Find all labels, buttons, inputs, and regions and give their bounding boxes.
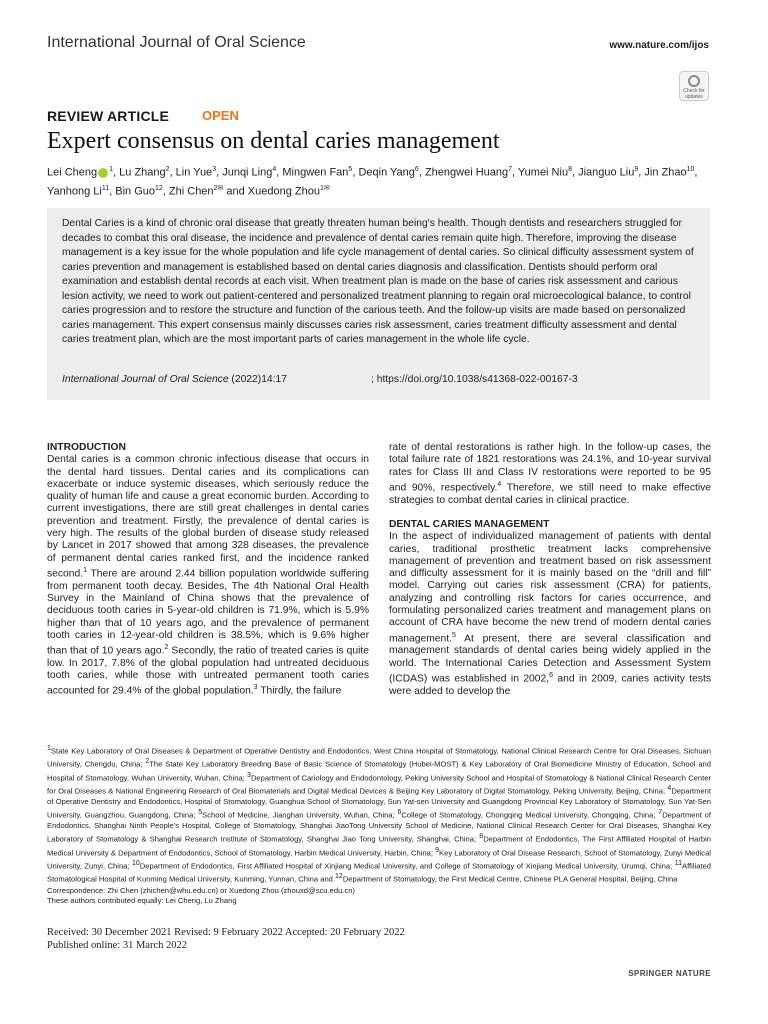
caries-management-heading: DENTAL CARIES MANAGEMENT xyxy=(389,518,550,530)
correspondence-text: Correspondence: Zhi Chen (zhichen@whu.edu.cn) or Xuedong Zhou (zhouxd@scu.edu.cn) xyxy=(47,885,355,895)
introduction-paragraph: Dental caries is a common chronic infectious disease that occurs in the dental hard tissues. Dental caries and its complications can exacerbate or induce systemic diseases, which seriously reduce the quality of human life and cause a great economic burden. According to current investigations, there are still great challenges in dental caries prevention and treatment. Firstly, the prevalence of dental caries is very high. The results of the global burden of disease study released by Lancet in 2017 showed that among 328 diseases, the prevalence of permanent dental caries ranked first, and the incidence ranked second.$^1$ There are around 2.44 billion population worldwide suffering from permanent tooth decay. Besides, The 4th National Oral Health Survey in the Mainland of China shows that the prevalence of deciduous tooth caries in 5-year-old children is 71.9%, which is 5.9% higher than that of 10 years ago, and the prevalence of permanent tooth caries in 12-year-old children is 38.5%, which is 9.6% higher than that of 10 years ago.$^2$ Secondly, the ratio of treated caries is quite low. In 2017, 7.8% of the global population had untreated deciduous tooth caries, while those with untreated permanent tooth caries accounted for 29.4% of the global population.$^3$ Thirdly, the failure xyxy=(47,454,370,697)
caries-management-paragraph: In the aspect of individualized management of patients with dental caries, traditional prosthetic treatment lacks comprehensive management of prevention and treatment based on risk assessment and difficulty assessment for it is mainly based on the “drill and fill” model. Carrying out caries risk assessment (CRA) for patients, analyzing and controlling risk factors for caries occurrence, and formulating personalized caries treatment and management plans on account of CRA have become the new trend of modern dental caries management.$^5$ At present, there are several classification and management standards of dental caries being widely applied in the world. The International Caries Detection and Assessment System (ICDAS) was established in 2002,$^6$ and in 2009, caries activity tests were added to develop the xyxy=(389,531,711,697)
check-badge-label: Check for updates xyxy=(683,88,705,100)
journal-name: International Journal of Oral Science xyxy=(47,34,306,51)
published-date-line: Published online: 31 March 2022 xyxy=(47,940,187,951)
affiliations-block xyxy=(47,744,711,907)
abstract-text: Dental Caries is a kind of chronic oral disease that greatly threaten human being's health. Though dentists and researchers struggled for decades to combat this oral disease, the incidence and prevalence of dental caries remain quite high. Therefore, improving the disease management is a key issue for the whole population and life cycle management of dental caries. So clinical difficulty assessment system of caries prevention and management is established based on dental caries diagnosis and classification. Dentists should perform oral examination and establish dental records at each visit. When treatment plan is made on the base of caries risk assessment and carious lesion activity, we need to work out patient-centered and personalized treatment planning to regain oral microecological balance, to control caries progression and to restore the structure and function of the carious teeth. And the follow-up visits are made based on personalized caries management. This expert consensus mainly discusses caries risk assessment, caries treatment difficulty assessment and dental caries treatment plan, which are the most important parts of caries management in the whole life cycle. xyxy=(62,218,694,345)
citation-journal: International Journal of Oral Science xyxy=(62,374,229,385)
article-dates xyxy=(47,926,405,952)
orcid-icon[interactable] xyxy=(98,168,108,178)
check-for-updates-badge[interactable] xyxy=(679,71,709,101)
abstract-box xyxy=(47,208,710,400)
journal-url-link[interactable]: www.nature.com/ijos xyxy=(609,40,709,51)
author-list: Lei Cheng $^1$, Lu Zhang$^2$, Lin Yue$^3$, Junqi Ling$^4$, Mingwen Fan$^5$, Deqin Yang$^6$, Zhengwei Huang$^7$, Yumei Niu$^8$, Jianguo Liu$^9$, Jin Zhao$^{10}$, Yanhong Li$^{11}$, Bin Guo$^{12}$, Zhi Chen$^{2✉}$ and Xuedong Zhou$^{1✉}$ xyxy=(47,166,698,198)
publisher-logo: SPRINGER NATURE xyxy=(628,969,711,978)
introduction-heading: INTRODUCTION xyxy=(47,442,126,453)
introduction-paragraph-continued: rate of dental restorations is rather high. In the follow-up cases, the total failure rate of 1821 restorations was 24.1%, and 10-year survival rates for Class III and Class IV restorations were reported to be 95 and 90%, respectively.$^4$ Therefore, we still need to make effective strategies to combat dental caries in clinical practice. xyxy=(389,442,711,506)
body-column-left xyxy=(47,442,369,698)
open-access-label: OPEN xyxy=(202,108,239,123)
affiliations-text: $^1$State Key Laboratory of Oral Diseases & Department of Operative Dentistry and Endodontics, West China Hospital of Stomatology, National Clinical Research Centre for Oral Diseases, Sichuan University, Chengdu, China; $^2$The State Key Laboratory Breeding Base of Basic Science of Stomatology (Hubei-MOST) & Key Laboratory of Oral Biomedicine Ministry of Education, School and Hospital of Stomatology, Wuhan University, Wuhan, China; $^3$Department of Cariology and Endodontology, Peking University School and Hospital of Stomatology & National Clinical Research Center for Oral Diseases & National Engineering Research of Oral Biomaterials and Digital Medical Devices & Beijing Key Laboratory of Digital Stomatology, Peking University, Beijing, China; $^4$Department of Operative Dentistry and Endodontics, Hospital of Stomatology, Guanghua School of Stomatology, Sun Yat-sen University and Guangdong Provincial Key Laboratory of Stomatology, Sun Yat-Sen University, Guangzhou, Guangdong, China; $^5$School of Medicine, Jianghan University, Wuhan, China; $^6$College of Stomatology, Chongqing Medical University, Chongqing, China; $^7$Department of Endodontics, Shanghai Ninth People's Hospital, College of Stomatology, Shanghai JiaoTong University School of Medicine, National Clinical Research Center for Oral Diseases, Shanghai Key Laboratory of Stomatology & Shanghai Research Institute of Stomatology, Shanghai Jiao Tong University, Shanghai, China; $^8$Department of Endodontics, The First Affiliated Hospital of Harbin Medical University & Department of Endodontics, School of Stomatology, Harbin Medical University, Harbin, China; $^9$Key Laboratory of Oral Disease Research, School of Stomatology, Zunyi Medical University, Zunyi, China; $^{10}$Department of Endodontics, First Affiliated Hospital of Xinjiang Medical University, and College of Stomatology of Xinjiang Medical University, Urumqi, China; $^{11}$Affiliated Stomatological Hospital of Kunming Medical University, Kunming, Yunnan, China and $^{12}$Department of Stomatology, the First Medical Centre, Chinese PLA General Hospital, Beijing, China xyxy=(47,745,712,884)
article-type-label: REVIEW ARTICLE xyxy=(47,108,170,124)
body-column-right xyxy=(389,442,711,698)
citation-line xyxy=(62,374,578,385)
update-ring-icon xyxy=(688,75,700,87)
citation-doi-link[interactable]: ; https://doi.org/10.1038/s41368-022-00167-3 xyxy=(371,374,578,385)
received-dates-line: Received: 30 December 2021 Revised: 9 February 2022 Accepted: 20 February 2022 xyxy=(47,927,405,938)
equal-contribution-text: These authors contributed equally: Lei Cheng, Lu Zhang xyxy=(47,896,237,906)
article-title: Expert consensus on dental caries management xyxy=(47,128,500,154)
citation-volume: (2022)14:17 xyxy=(228,374,287,385)
